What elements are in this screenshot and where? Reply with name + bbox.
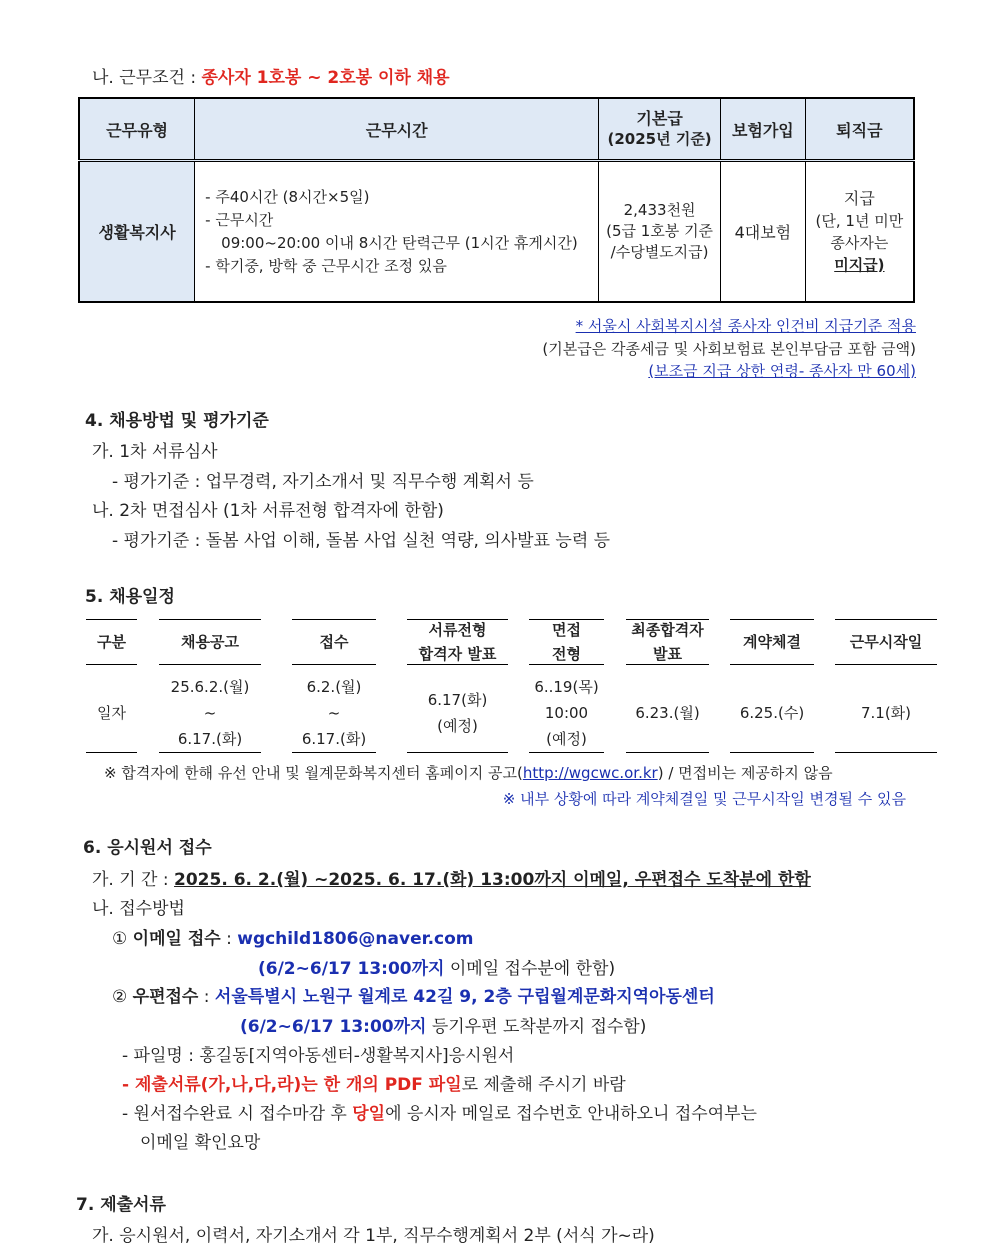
post-tail: 등기우편 도착분까지 접수함) [431,1017,647,1037]
schedule-cell [292,674,376,753]
submit-red: - 제출서류(가,나,다,라)는 한 개의 PDF 파일 [122,1075,462,1095]
s4-line: - 평가기준 : 업무경력, 자기소개서 및 직무수행 계획서 등 [112,472,534,492]
header-base-salary [599,98,721,161]
schedule-header: 구분 [86,619,137,665]
header-base-salary-line1: 기본급 [636,109,683,128]
notice1b: 에 응시자 메일로 접수번호 안내하오니 접수여부는 [385,1104,757,1124]
post-num: ② [112,987,128,1007]
hours-line: 09:00~20:00 이내 8시간 탄력근무 (1시간 휴게시간) [221,233,578,252]
schedule-cell [407,674,508,753]
schedule-header: 계약체결 [730,619,814,665]
schedule-cell: 일자 [86,674,137,753]
section7-title: 7. 제출서류 [76,1195,166,1215]
period-value: 2025. 6. 2.(월) ~2025. 6. 17.(화) 13:00까지 이메일, 우편접수 도착분에 한함 [174,870,811,890]
salary-line: 2,433천원 [623,201,696,219]
hours-line: - 주40시간 (8시간×5일) [205,187,370,206]
schedule-header-line: 합격자 발표 [418,645,497,663]
schedule-cell-line: (예정) [546,730,587,748]
s7-line: 가. 응시원서, 이력서, 자기소개서 각 1부, 직무수행계획서 2부 (서식 가~라) [92,1226,655,1246]
notice-line2: 이메일 확인요망 [140,1133,261,1153]
note-base-salary: (기본급은 각종세금 및 사회보험료 본인부담금 포함 금액) [542,340,916,358]
s4-line: - 평가기준 : 돌봄 사업 이해, 돌봄 사업 실천 역량, 의사발표 능력 등 [112,531,611,551]
schedule-header [529,619,604,665]
notice1a: - 원서접수완료 시 접수마감 후 [122,1104,347,1124]
header-work-type: 근무유형 [79,98,195,161]
notice-line1 [122,1099,757,1124]
s6-period-line [92,865,811,890]
schedule-cell: 6.23.(월) [626,674,709,753]
header-work-hours: 근무시간 [195,98,599,161]
schedule-note2: ※ 내부 상황에 따라 계약체결일 및 근무시작일 변경될 수 있음 [502,790,906,808]
email-label: 이메일 접수 [132,929,221,949]
email-colon: : [226,929,232,949]
section4-title: 4. 채용방법 및 평가기준 [85,411,269,431]
email-deadline-line [258,954,615,979]
header-severance: 퇴직금 [805,98,914,161]
schedule-header-line: 최종합격자 [631,621,704,639]
schedule-cell-line: 10:00 [544,704,589,722]
post-deadline: (6/2~6/17 13:00까지 [240,1017,427,1037]
email-address[interactable]: wgchild1806@naver.com [237,929,474,949]
schedule-cell-line: 6.17.(화) [177,730,243,748]
post-label: 우편접수 [132,987,199,1007]
schedule-cell-line: 6.2.(월) [306,678,362,696]
work-conditions-table [78,97,915,303]
note-age-limit: (보조금 지급 상한 연령- 종사자 만 60세) [648,362,916,380]
post-deadline-line [240,1012,646,1037]
schedule-cell-line: (예정) [437,717,478,735]
schedule-note1 [104,762,833,783]
submit-tail: 로 제출해 주시기 바람 [461,1075,626,1095]
schedule-cell-line: ~ [327,704,341,722]
severance-line: 미지급) [834,255,885,274]
notice1-red: 당일 [352,1104,386,1124]
schedule-header: 채용공고 [159,619,261,665]
salary-line: (5급 1호봉 기준 [606,222,714,240]
s6-method: 나. 접수방법 [92,899,185,919]
severance-cell [805,161,914,303]
schedule-cell-line: 6.17(화) [427,691,488,709]
hours-line: - 근무시간 [205,210,274,229]
schedule-cell-line: ~ [203,704,217,722]
insurance-cell: 4대보험 [720,161,805,303]
email-line [112,924,474,949]
schedule-header [407,619,508,665]
work-conditions-label: 나. 근무조건 : [92,68,197,88]
homepage-link[interactable]: http://wgcwc.or.kr [522,764,658,782]
post-address: 서울특별시 노원구 월계로 42길 9, 2층 구립월계문화지역아동센터 [214,987,715,1007]
schedule-note1-end: ) / 면접비는 제공하지 않음 [657,764,833,782]
s4-line: 나. 2차 면접심사 (1차 서류전형 합격자에 한함) [92,501,444,521]
salary-line: /수당별도지급) [610,243,709,261]
section6-title: 6. 응시원서 접수 [83,838,212,858]
submit-line [122,1070,626,1095]
schedule-cell: 7.1(화) [835,674,937,753]
post-colon: : [203,987,210,1007]
schedule-cell-line: 6.17.(화) [301,730,367,748]
work-hours-cell [195,161,599,303]
post-line [112,982,715,1007]
header-insurance: 보험가입 [720,98,805,161]
schedule-header [626,619,709,665]
schedule-cell-line: 25.6.2.(월) [170,678,250,696]
schedule-cell [529,674,604,753]
schedule-header: 접수 [292,619,376,665]
schedule-header-line: 발표 [653,645,682,663]
hours-line: - 학기중, 방학 중 근무시간 조정 있음 [205,256,447,275]
schedule-header-line: 서류전형 [428,621,487,639]
header-base-salary-line2: (2025년 기준) [607,130,712,148]
schedule-header-line: 전형 [552,645,581,663]
schedule-header: 근무시작일 [835,619,937,665]
severance-line: (단, 1년 미만 [815,211,904,230]
work-conditions-line [92,63,450,88]
severance-line: 지급 [843,188,875,208]
filename-line: - 파일명 : 홍길동[지역아동센터-생활복지사]응시원서 [122,1046,515,1066]
salary-cell [599,161,721,303]
schedule-cell: 6.25.(수) [730,674,814,753]
work-type-cell: 생활복지사 [79,161,195,303]
schedule-note1-text: ※ 합격자에 한해 유선 안내 및 월계문화복지센터 홈페이지 공고( [104,764,523,782]
email-num: ① [112,929,128,949]
s4-line: 가. 1차 서류심사 [92,442,218,462]
email-tail: 이메일 접수분에 한함) [449,959,616,979]
period-label: 가. 기 간 : [92,870,169,890]
note-seoul-standard: * 서울시 사회복지시설 종사자 인건비 지급기준 적용 [575,317,916,335]
section5-title: 5. 채용일정 [85,587,175,607]
schedule-cell-line: 6..19(목) [534,678,599,696]
work-conditions-highlight: 종사자 1호봉 ~ 2호봉 이하 채용 [201,68,450,88]
schedule-cell [159,674,261,753]
severance-line: 종사자는 [830,233,889,252]
schedule-header-line: 면접 [552,621,581,639]
email-deadline: (6/2~6/17 13:00까지 [258,959,445,979]
